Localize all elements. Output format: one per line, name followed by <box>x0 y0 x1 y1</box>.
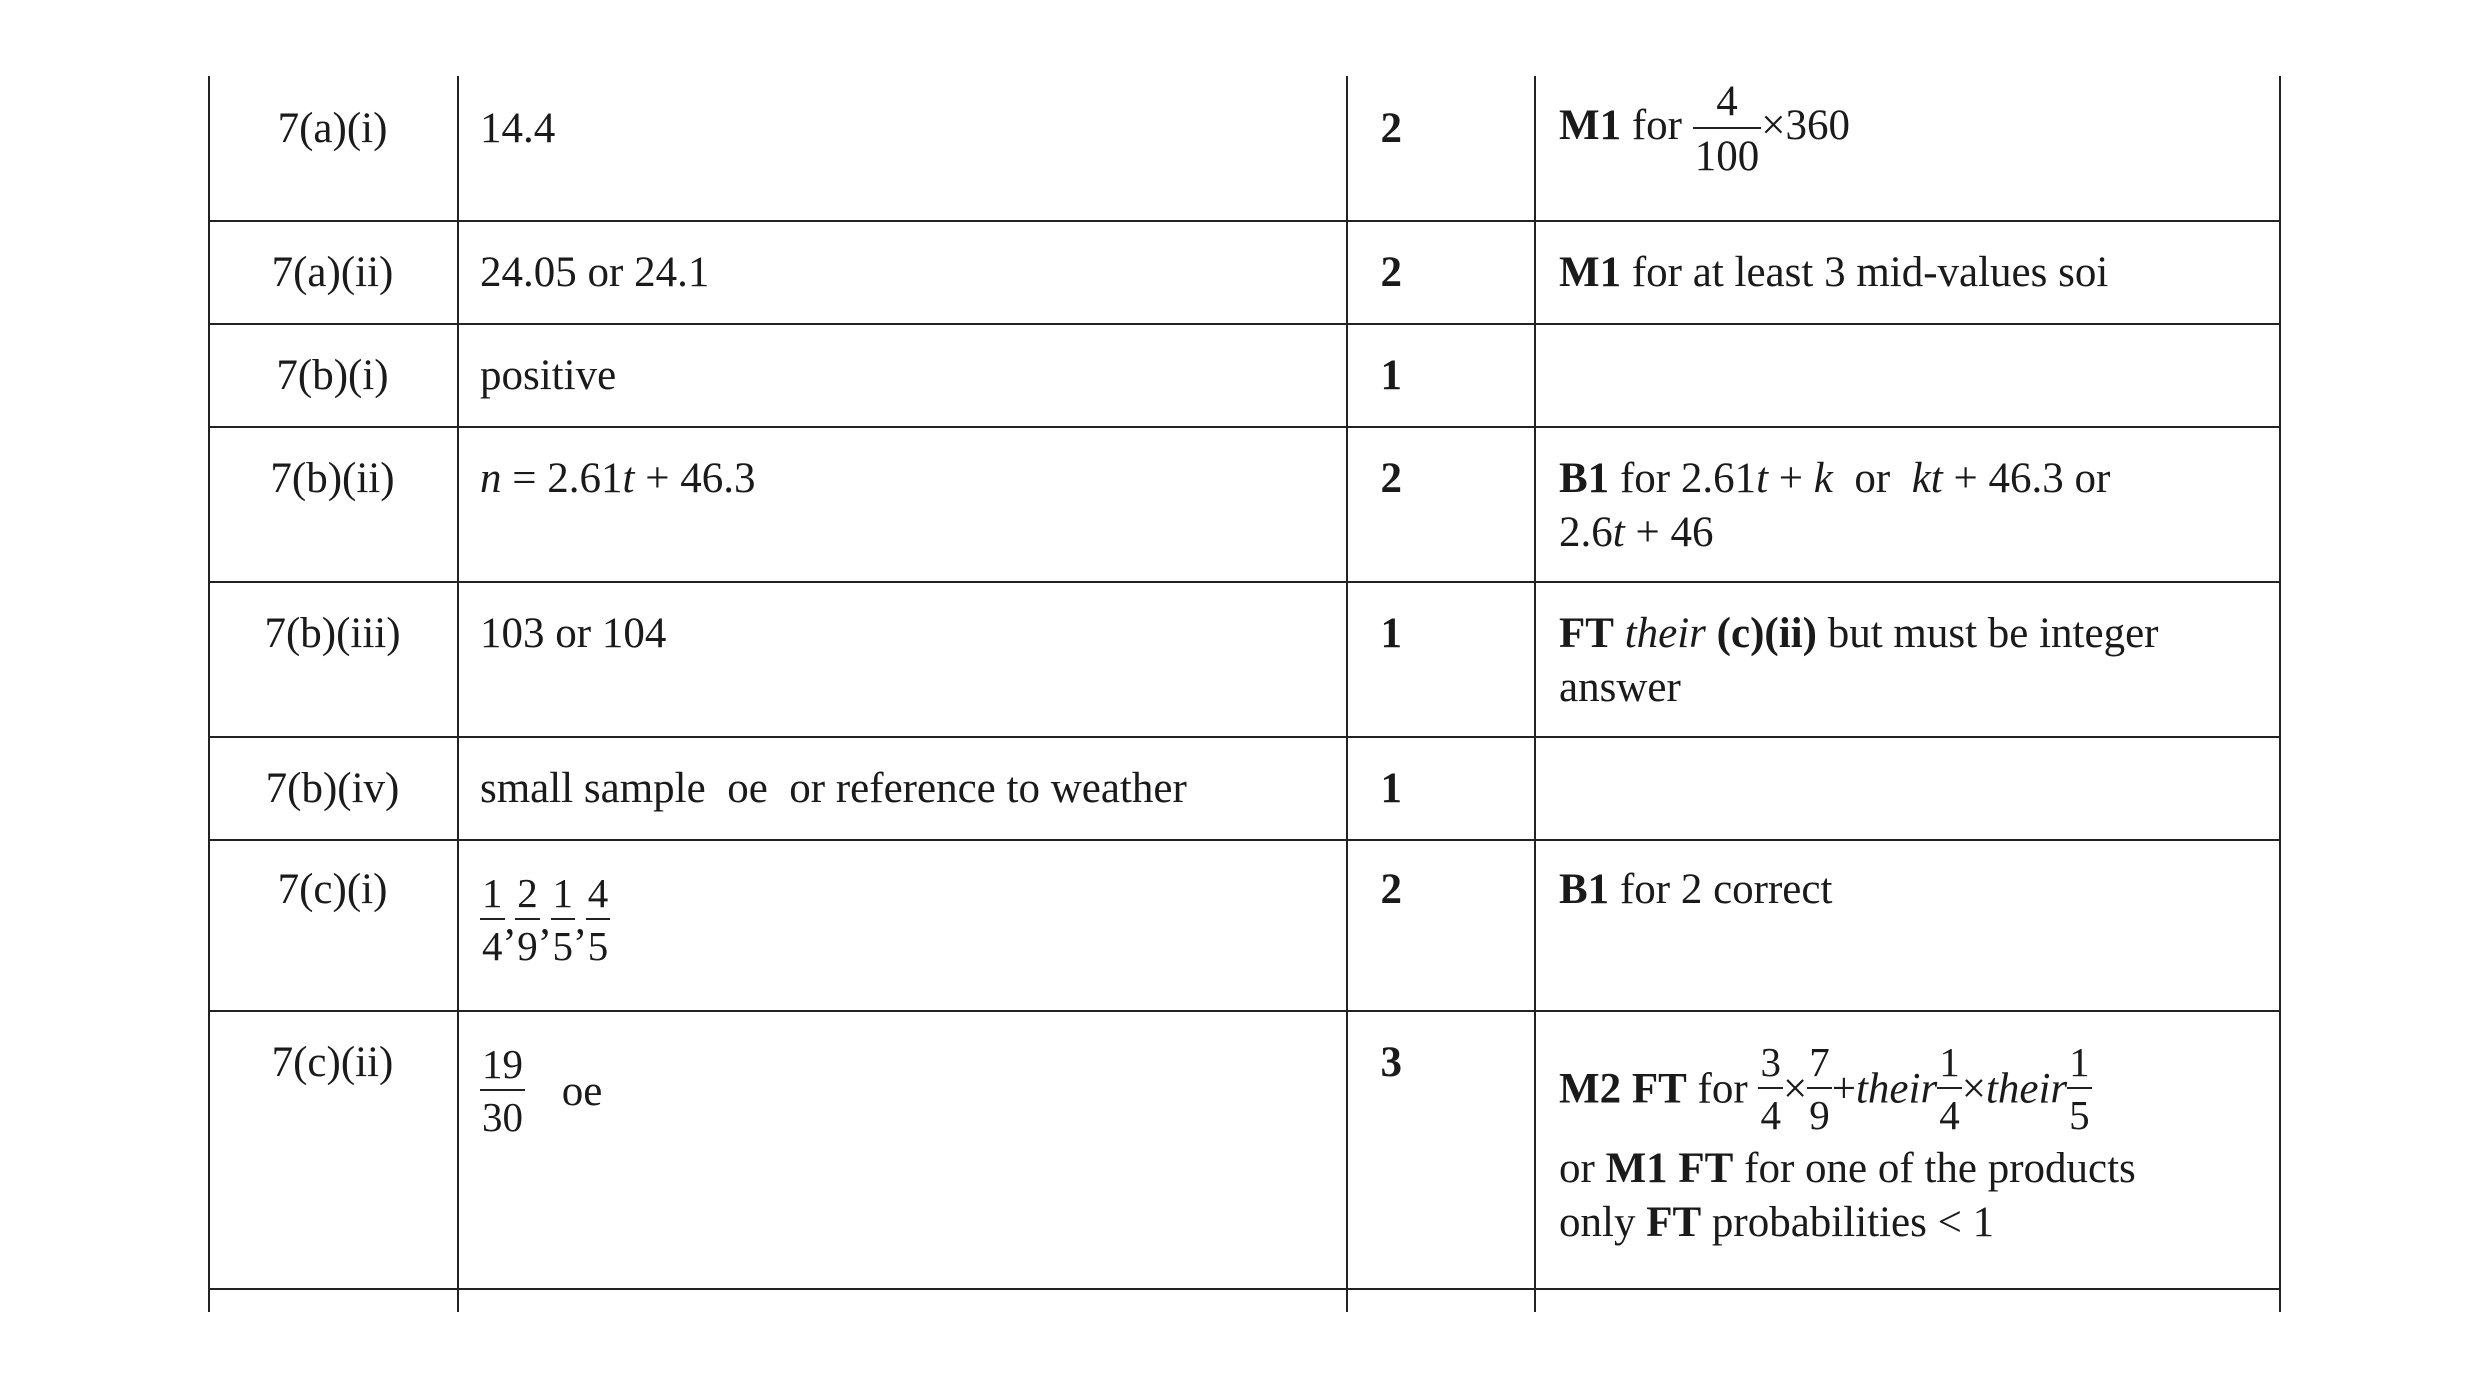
guidance-prefix: M1 <box>1559 101 1622 149</box>
guidance: B1 for 2.61t + k or kt + 46.3 or 2.6t + 46 <box>1559 455 2111 556</box>
answer: 24.05 or 24.1 <box>480 249 710 296</box>
guidance: FT their (c)(ii) but must be integer answer <box>1559 610 2159 711</box>
table-row <box>208 583 2281 738</box>
fraction: $\frac{19}{30}$ <box>482 1041 523 1140</box>
times-expression: ×360 <box>1761 101 1850 149</box>
marks: 1 <box>1380 610 1402 657</box>
table-row <box>208 222 2281 325</box>
fraction: $\frac{1}{5}$ <box>552 870 573 969</box>
fraction: $\frac{1}{4}$ <box>482 870 503 969</box>
fraction-denominator: 100 <box>1693 127 1762 178</box>
question-number: 7(b)(i) <box>276 352 389 399</box>
fraction: $\frac{3}{4}$ <box>1760 1039 1781 1138</box>
fraction: $\frac{2}{9}$ <box>517 870 538 969</box>
answer: small sample oe or reference to weather <box>480 765 1187 812</box>
table-row <box>208 428 2281 583</box>
fraction <box>1693 80 1762 178</box>
fraction-numerator: 4 <box>1716 78 1738 125</box>
table-row <box>208 1012 2281 1290</box>
guidance-text: for at least 3 mid-values soi <box>1631 249 2109 296</box>
table-row <box>208 325 2281 428</box>
mark-scheme-table <box>208 76 2281 1290</box>
answer-fractions: $\frac{1}{4}$ , $\frac{2}{9}$ , $\frac{1}{5}$ , $\frac{4}{5}$ <box>482 870 609 969</box>
question-number: 7(b)(ii) <box>270 455 395 502</box>
guidance: M2 FT for $\frac{3}{4}$ × $\frac{7}{9}$ +their $\frac{1}{4}$ ×their $\frac{1}{5}$ or M1 FT for one of the products only FT probabilities < 1 <box>1559 1039 2136 1246</box>
answer: $\frac{19}{30}$ oe <box>482 1041 603 1140</box>
guidance <box>1559 246 2269 300</box>
table-row <box>208 841 2281 1012</box>
question-number: 7(a)(ii) <box>271 249 394 296</box>
answer: 103 or 104 <box>480 610 667 657</box>
question-number: 7(c)(ii) <box>271 1039 394 1086</box>
marks: 1 <box>1380 352 1402 399</box>
question-number: 7(c)(i) <box>277 866 388 913</box>
table-row <box>208 738 2281 841</box>
fraction: $\frac{1}{4}$ <box>1939 1039 1960 1138</box>
answer: 14.4 <box>480 105 556 152</box>
guidance-prefix: M1 <box>1559 249 1622 296</box>
marks: 2 <box>1380 455 1402 502</box>
marks: 2 <box>1380 249 1402 296</box>
question-number: 7(b)(iii) <box>264 610 401 657</box>
question-number: 7(b)(iv) <box>265 765 400 812</box>
table-row <box>208 76 2281 222</box>
answer: n = 2.61t + 46.3 <box>480 455 756 502</box>
marks: 1 <box>1380 765 1402 812</box>
guidance <box>1559 80 2269 178</box>
fraction: $\frac{1}{5}$ <box>2069 1039 2090 1138</box>
guidance-word: for <box>1631 101 1682 149</box>
question-number: 7(a)(i) <box>277 105 388 152</box>
marks: 3 <box>1380 1039 1402 1086</box>
guidance: B1 for 2 correct <box>1559 866 1833 913</box>
table-continuation <box>208 1286 2281 1312</box>
marks: 2 <box>1380 866 1402 913</box>
fraction: $\frac{4}{5}$ <box>587 870 609 969</box>
marks: 2 <box>1380 105 1402 152</box>
fraction: $\frac{7}{9}$ <box>1809 1039 1830 1138</box>
answer: positive <box>480 352 617 399</box>
